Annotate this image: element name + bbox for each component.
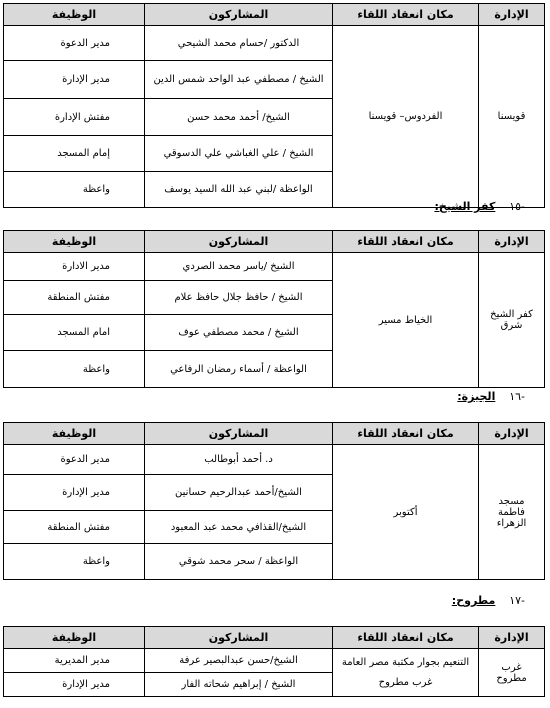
job-cell: مدير الادارة — [4, 253, 145, 281]
header-participants: المشاركون — [145, 4, 333, 26]
table-header-row — [4, 4, 545, 26]
admin-cell: غرب مطروح — [479, 649, 545, 697]
table-row — [4, 26, 545, 61]
header-admin: الإدارة — [479, 231, 545, 253]
participant-cell: الواعظة / أسماء رمضان الرفاعي — [145, 351, 333, 388]
participant-cell: الشيخ/حسن عبدالبصير عرفة — [145, 649, 333, 673]
table-row — [4, 649, 545, 673]
section-name: كفر الشيخ: — [434, 200, 496, 213]
admin-cell: مسجد فاطمة الزهراء — [479, 445, 545, 580]
job-cell: واعظة — [4, 351, 145, 388]
header-place: مكان انعقاد اللقاء — [333, 4, 479, 26]
job-cell: إمام المسجد — [4, 136, 145, 172]
job-cell: مدير الدعوة — [4, 26, 145, 61]
job-cell: مفتش الإدارة — [4, 99, 145, 136]
job-cell: مدير الدعوة — [4, 445, 145, 475]
section-heading-15 — [434, 199, 525, 215]
admin-cell: قويسنا — [479, 26, 545, 208]
section-number: -١٦ — [509, 390, 525, 403]
place-cell: الفردوس– قويسنا — [333, 26, 479, 208]
participant-cell: الشيخ/أحمد عبدالرحيم حسانين — [145, 475, 333, 511]
meeting-table-giza — [3, 422, 545, 580]
participant-cell: الشيخ/ أحمد محمد حسن — [145, 99, 333, 136]
job-cell: مفتش المنطقة — [4, 281, 145, 315]
participant-cell: الواعظة /لبني عبد الله السيد يوسف — [145, 172, 333, 208]
participant-cell: الشيخ / علي الغباشي علي الدسوقي — [145, 136, 333, 172]
participant-cell: الشيخ / حافظ جلال حافظ علام — [145, 281, 333, 315]
section-heading-17 — [452, 593, 525, 609]
meeting-table-matrouh — [3, 626, 545, 697]
place-cell: التنعيم بجوار مكتبة مصر العامة غرب مطروح — [333, 649, 479, 697]
header-job: الوظيفة — [4, 627, 145, 649]
participant-cell: الشيخ / مصطفي عبد الواحد شمس الدين — [145, 61, 333, 99]
job-cell: مفتش المنطقة — [4, 511, 145, 544]
place-cell: أكتوبر — [333, 445, 479, 580]
table-header-row — [4, 423, 545, 445]
table-header-row — [4, 627, 545, 649]
job-cell: مدير المديرية — [4, 649, 145, 673]
place-cell: الخياط مسير — [333, 253, 479, 388]
section-name: الجيزة: — [457, 390, 496, 403]
header-place: مكان انعقاد اللقاء — [333, 231, 479, 253]
header-admin: الإدارة — [479, 627, 545, 649]
admin-cell: كفر الشيخ شرق — [479, 253, 545, 388]
section-name: مطروح: — [451, 594, 496, 607]
job-cell: امام المسجد — [4, 315, 145, 351]
header-participants: المشاركون — [145, 627, 333, 649]
table-row — [4, 445, 545, 475]
header-participants: المشاركون — [145, 423, 333, 445]
participant-cell: الدكتور /حسام محمد الشيحي — [145, 26, 333, 61]
participant-cell: الشيخ / محمد مصطفي عوف — [145, 315, 333, 351]
job-cell: واعظة — [4, 544, 145, 580]
job-cell: مدير الإدارة — [4, 673, 145, 697]
table-row — [4, 253, 545, 281]
table-header-row — [4, 231, 545, 253]
section-number: -١٧ — [509, 594, 525, 607]
header-place: مكان انعقاد اللقاء — [333, 627, 479, 649]
header-place: مكان انعقاد اللقاء — [333, 423, 479, 445]
job-cell: مدير الإدارة — [4, 61, 145, 99]
participant-cell: الشيخ /ياسر محمد الصردي — [145, 253, 333, 281]
header-job: الوظيفة — [4, 4, 145, 26]
header-participants: المشاركون — [145, 231, 333, 253]
section-number: -١٥ — [509, 200, 525, 213]
section-heading-16 — [457, 389, 525, 405]
participant-cell: الواعظة / سحر محمد شوقي — [145, 544, 333, 580]
meeting-table-qwaisna — [3, 3, 545, 208]
header-admin: الإدارة — [479, 423, 545, 445]
meeting-table-kafr-elsheikh — [3, 230, 545, 388]
job-cell: مدير الإدارة — [4, 475, 145, 511]
participant-cell: الشيخ / إبراهيم شحاته الفار — [145, 673, 333, 697]
participant-cell: الشيخ/القذافي محمد عبد المعبود — [145, 511, 333, 544]
header-job: الوظيفة — [4, 423, 145, 445]
job-cell: واعظة — [4, 172, 145, 208]
participant-cell: د. أحمد أبوطالب — [145, 445, 333, 475]
header-admin: الإدارة — [479, 4, 545, 26]
header-job: الوظيفة — [4, 231, 145, 253]
